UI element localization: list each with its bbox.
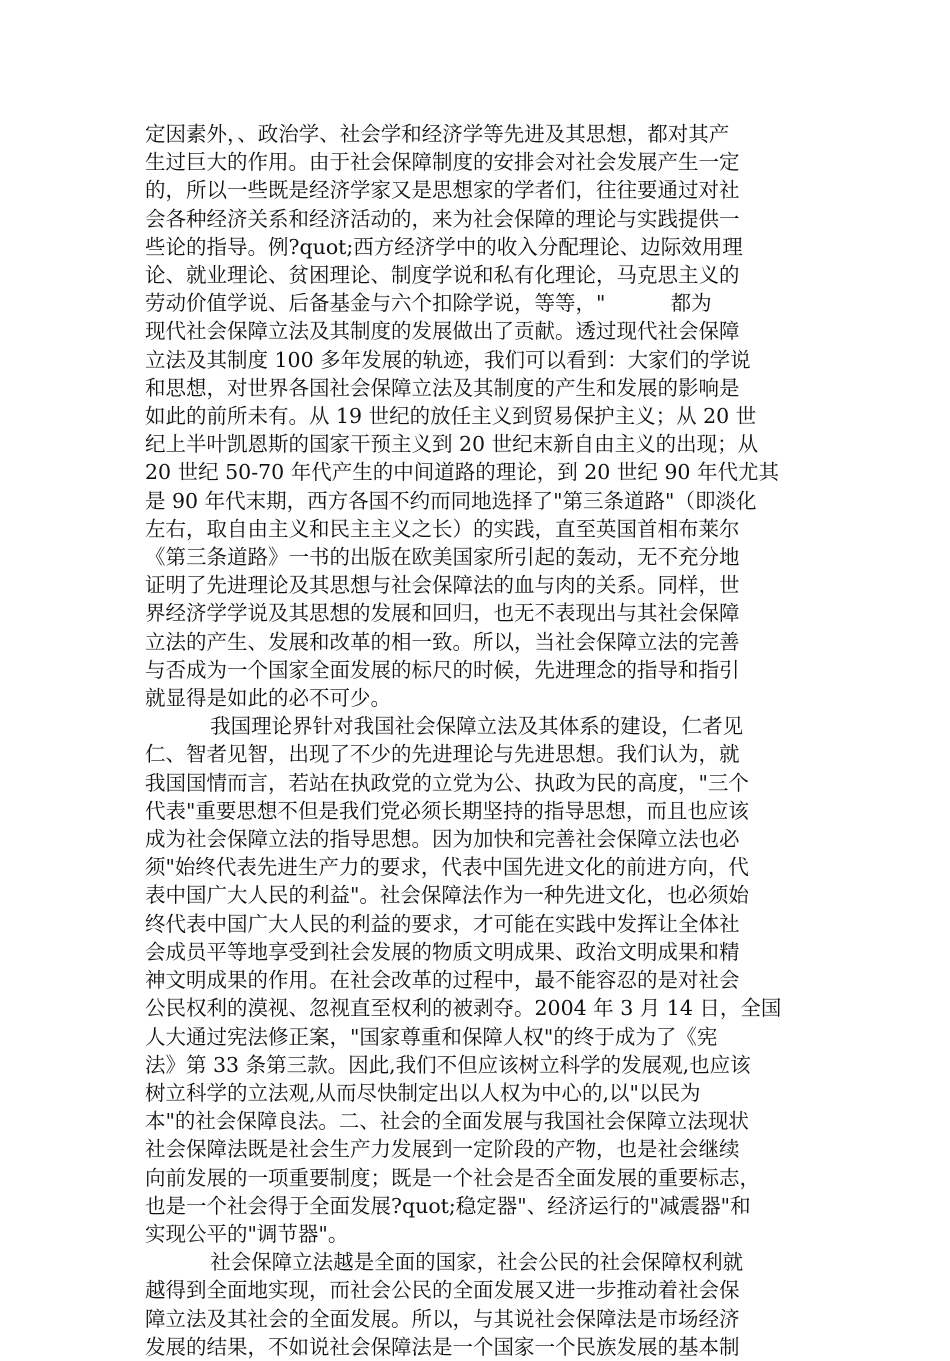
text-line: 证明了先进理论及其思想与社会保障法的血与肉的关系。同样，世	[145, 573, 740, 598]
text-line: 的，所以一些既是经济学家又是思想家的学者们，往往要通过对社	[145, 178, 740, 203]
text-line: 障立法及其社会的全面发展。所以，与其说社会保障法是市场经济	[145, 1306, 740, 1331]
text-line: 社会保障立法越是全面的国家，社会公民的社会保障权利就	[145, 1250, 744, 1275]
text-line: 须"始终代表先进生产力的要求，代表中国先进文化的前进方向，代	[145, 855, 749, 880]
text-line: 是 90 年代末期，西方各国不约而同地选择了"第三条道路"（即淡化	[145, 488, 757, 513]
text-line: 神文明成果的作用。在社会改革的过程中，最不能容忍的是对社会	[145, 968, 740, 993]
text-line: 越得到全面地实现，而社会公民的全面发展又进一步推动着社会保	[145, 1278, 740, 1303]
text-line: 代表"重要思想不但是我们党必须长期坚持的指导思想，而且也应该	[145, 798, 749, 823]
text-line: 立法的产生、发展和改革的相一致。所以，当社会保障立法的完善	[145, 629, 740, 654]
text-line: 论、就业理论、贫困理论、制度学说和私有化理论，马克思主义的	[145, 263, 740, 288]
text-line: 生过巨大的作用。由于社会保障制度的安排会对社会发展产生一定	[145, 150, 740, 175]
text-line: 20 世纪 50-70 年代产生的中间道路的理论，到 20 世纪 90 年代尤其	[145, 460, 779, 485]
text-line: 会成员平等地享受到社会发展的物质文明成果、政治文明成果和精	[145, 939, 740, 964]
text-line: 成为社会保障立法的指导思想。因为加快和完善社会保障立法也必	[145, 827, 740, 852]
text-line: 人大通过宪法修正案，"国家尊重和保障人权"的终于成为了《宪	[145, 1024, 718, 1049]
text-line: 社会保障法既是社会生产力发展到一定阶段的产物，也是社会继续	[145, 1137, 740, 1162]
text-line: 向前发展的一项重要制度；既是一个社会是否全面发展的重要标志，	[145, 1165, 760, 1190]
text-line: 我国国情而言，若站在执政党的立党为公、执政为民的高度，"三个	[145, 770, 749, 795]
text-line: 与否成为一个国家全面发展的标尺的时候，先进理念的指导和指引	[145, 657, 740, 682]
text-line: 和思想，对世界各国社会保障立法及其制度的产生和发展的影响是	[145, 375, 740, 400]
text-line: 立法及其制度 100 多年发展的轨迹，我们可以看到：大家们的学说	[145, 347, 751, 372]
text-line: 表中国广大人民的利益"。社会保障法作为一种先进文化，也必须始	[145, 883, 749, 908]
text-line: 现代社会保障立法及其制度的发展做出了贡献。透过现代社会保障	[145, 319, 740, 344]
body-text	[145, 120, 805, 1361]
text-line: 仁、智者见智，出现了不少的先进理论与先进思想。我们认为，就	[145, 742, 740, 767]
text-line: 《第三条道路》一书的出版在欧美国家所引起的轰动，无不充分地	[145, 545, 740, 570]
text-line: 实现公平的"调节器"。	[145, 1221, 349, 1246]
text-line: 本"的社会保障良法。二、社会的全面发展与我国社会保障立法现状	[145, 1109, 749, 1134]
text-line: 界经济学学说及其思想的发展和回归，也无不表现出与其社会保障	[145, 601, 740, 626]
text-line: 终代表中国广大人民的利益的要求，才可能在实践中发挥让全体社	[145, 911, 740, 936]
text-line: 法》第 33 条第三款。因此,我们不但应该树立科学的发展观,也应该	[145, 1052, 751, 1077]
text-line: 发展的结果，不如说社会保障法是一个国家一个民族发展的基本制	[145, 1334, 740, 1359]
text-line: 定因素外，、政治学、社会学和经济学等先进及其思想，都对其产	[145, 122, 730, 146]
text-line: 些论的指导。例?quot;西方经济学中的收入分配理论、边际效用理	[145, 234, 743, 259]
text-line: 公民权利的漠视、忽视直至权利的被剥夺。2004 年 3 月 14 日，全国	[145, 996, 782, 1021]
text-line: 会各种经济关系和经济活动的，来为社会保障的理论与实践提供一	[145, 206, 740, 231]
text-line: 劳动价值学说、后备基金与六个扣除学说，等等，" 都为	[145, 291, 712, 316]
text-line: 如此的前所未有。从 19 世纪的放任主义到贸易保护主义；从 20 世	[145, 404, 757, 429]
text-line: 也是一个社会得于全面发展?quot;稳定器"、经济运行的"减震器"和	[145, 1193, 751, 1218]
text-line: 树立科学的立法观,从而尽快制定出以人权为中心的,以"以民为	[145, 1080, 701, 1105]
text-line: 纪上半叶凯恩斯的国家干预主义到 20 世纪末新自由主义的出现；从	[145, 432, 759, 457]
text-line: 我国理论界针对我国社会保障立法及其体系的建设，仁者见	[145, 714, 744, 739]
text-line: 左右，取自由主义和民主主义之长）的实践，直至英国首相布莱尔	[145, 516, 740, 541]
text-line: 就显得是如此的必不可少。	[145, 686, 391, 711]
